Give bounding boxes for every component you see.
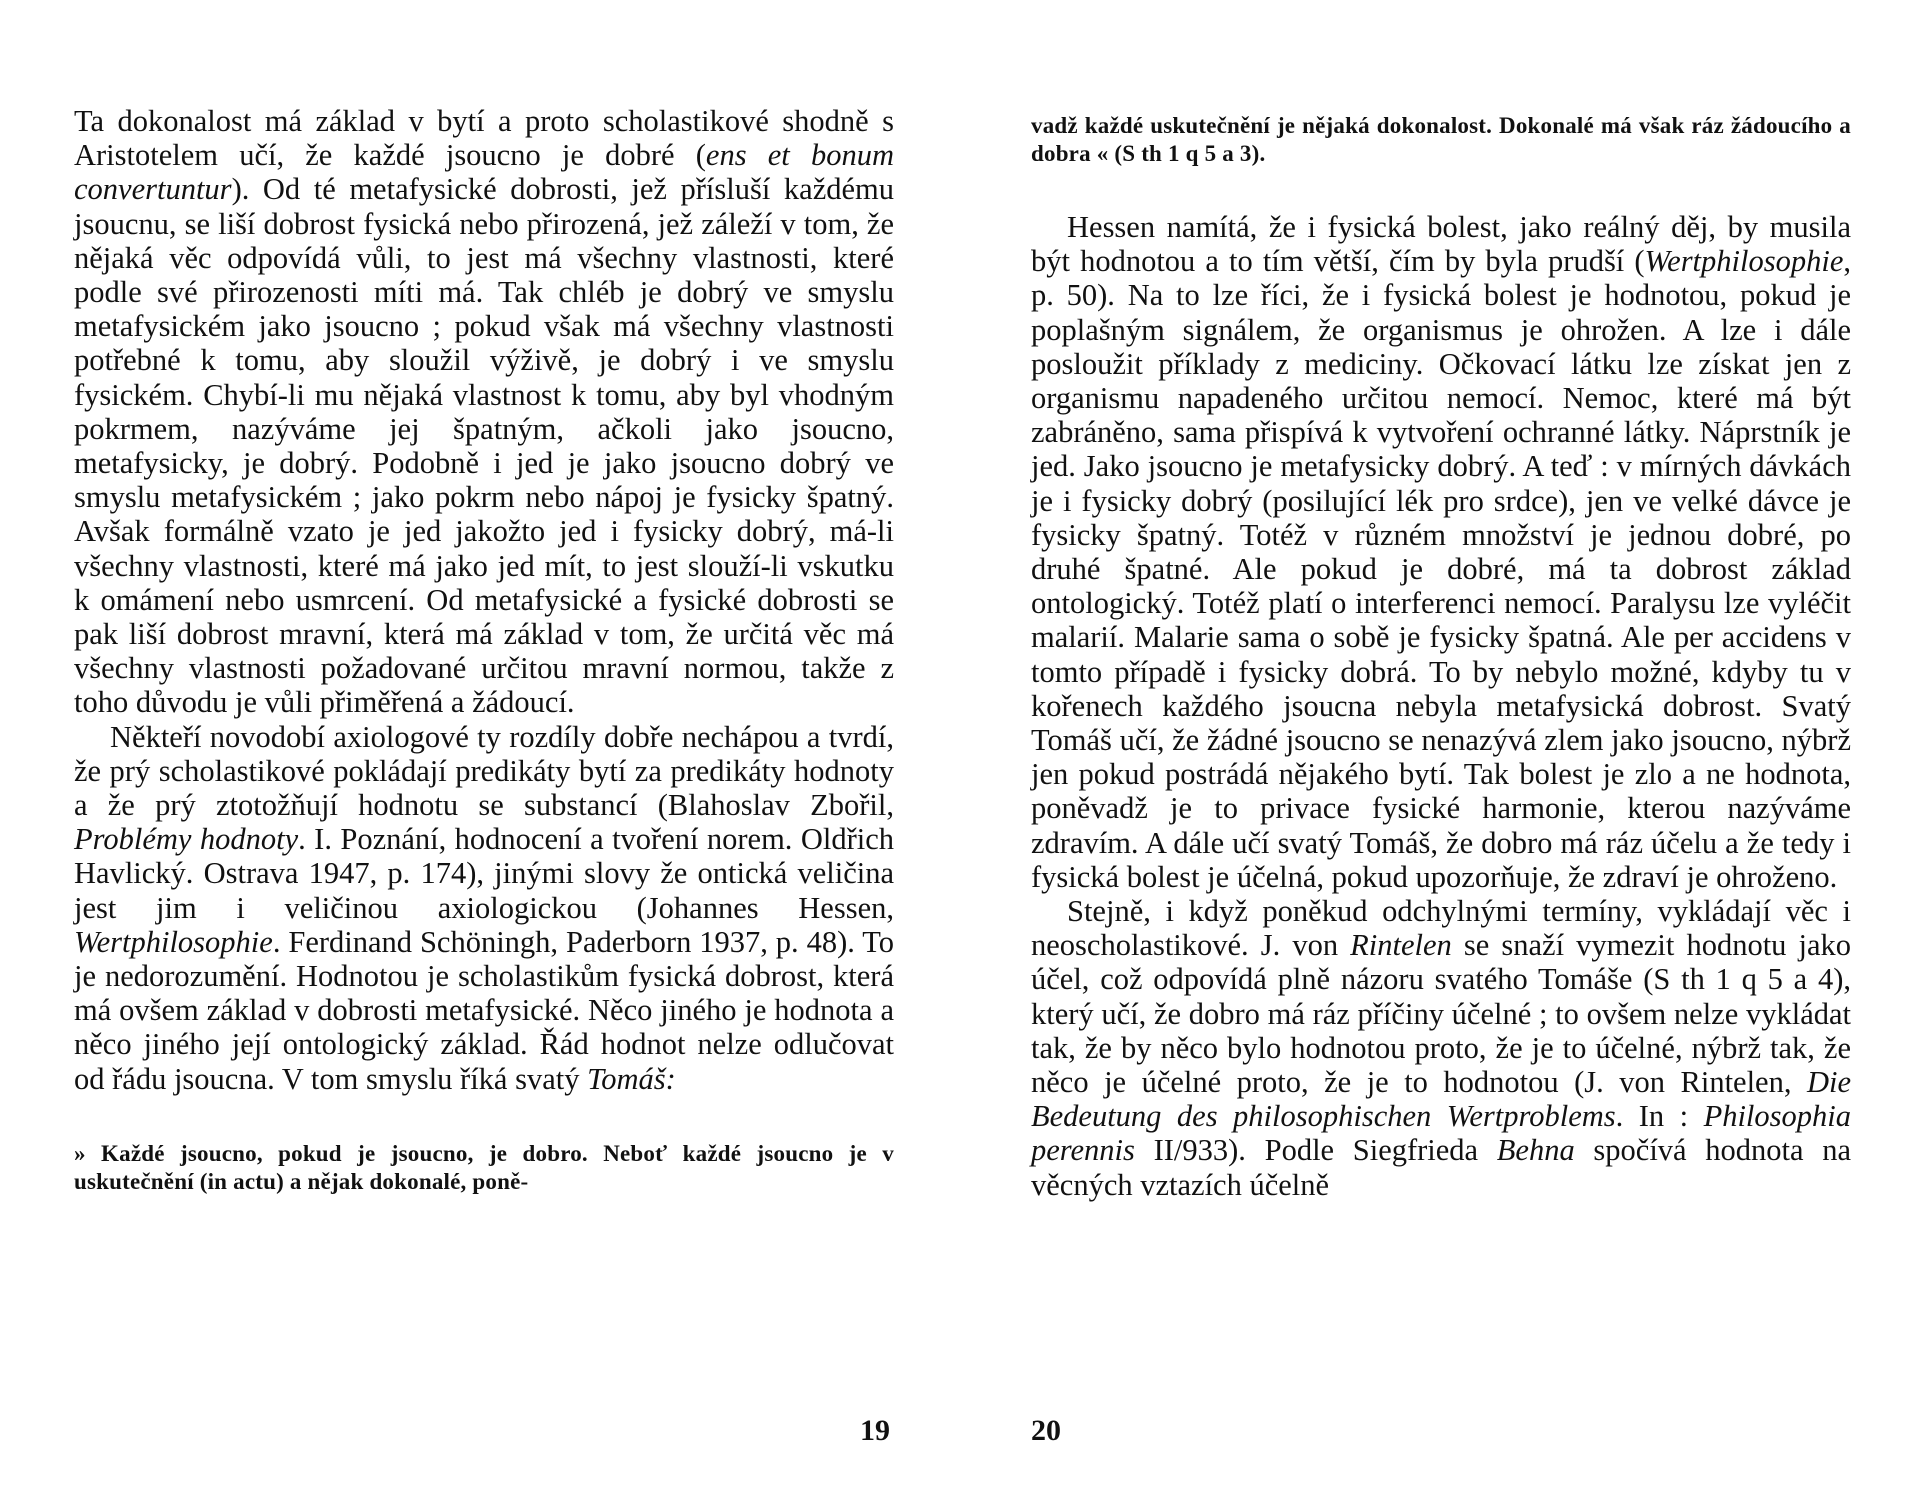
right-page-number: 20 (1031, 1414, 1061, 1447)
left-spacer (74, 1096, 894, 1140)
right-p2-text-c: . In : (1615, 1099, 1704, 1134)
right-block-quote-continuation: vadž každé uskutečnění je nějaká dokonalost. Dokonalé má však ráz žádoucího a dobra « (S th 1 q 5 a 3). (1031, 113, 1851, 166)
right-p2-text-d: II/933). Podle Siegfrieda (1134, 1133, 1497, 1168)
right-p1-italic-title: Wertphilosophie (1644, 244, 1844, 279)
left-paragraph-2 (74, 720, 894, 1096)
left-p1-italic-latin: ens et bonum convertuntur (74, 138, 895, 207)
left-p2-italic-title-2: Wertphilosophie (74, 924, 273, 959)
right-page (959, 0, 1918, 1500)
right-spacer (1031, 168, 1851, 210)
right-p2-text-b: se snaží vymezit hodnotu jako účel, což odpovídá plně názoru svatého Tomáše (S th 1 q 5 a 4), který učí, že dobro má ráz příčiny účelné ; to ovšem nelze vykládat tak, že by něco bylo hodnotou proto, že je to účelné, nýbrž tak, že něco je účelné proto, že je to hodnotou (J. von Rintelen, (1031, 928, 1851, 1100)
left-block-quote: » Každé jsoucno, pokud je jsoucno, je dobro. Neboť každé jsoucno je v uskutečnění (in actu) a nějak dokonalé, poně- (74, 1140, 894, 1194)
left-p1-text-b: ). Od té metafysické dobrosti, jež přísluší každému jsoucnu, se liší dobrost fysická nebo přirozená, jež záleží v tom, že nějaká věc odpovídá vůli, to jest má všechny vlastnosti, které podle své přirozenosti míti má. Tak chléb je dobrý ve smyslu metafysickém jako jsoucno ; pokud však má všechny vlastnosti potřebné k tomu, aby sloužil výživě, je dobrý i ve smyslu fysickém. Chybí-li mu nějaká vlastnost k tomu, aby byl vhodným pokrmem, nazýváme jej špatným, ačkoli jako jsoucno, metafysicky, je dobrý. Podobně i jed je jako jsoucno dobrý ve smyslu metafysickém ; jako pokrm nebo nápoj je fysicky špatný. Avšak formálně vzato je jed jakožto jed i fysicky dobrý, má-li všechny vlastnosti, které má jako jed mít, to jest slouží-li vskutku k omámení nebo usmrcení. Od metafysické a fysické dobrosti se pak liší dobrost mravní, která má základ v tom, že určitá věc má všechny vlastnosti požadované určitou mravní normou, takže z toho důvodu je vůli přiměřená a žádoucí. (74, 172, 894, 720)
left-p2-italic-title-1: Problémy hodnoty (74, 822, 299, 857)
right-p2-text-a: Stejně, i když poněkud odchylnými termíny, vykládají věc i neoscholastikové. J. von (1031, 894, 1851, 963)
right-p2-italic-rintelen: Rintelen (1350, 928, 1452, 963)
left-p2-italic-name: Tomáš: (587, 1061, 676, 1096)
left-text-column (74, 104, 894, 1196)
right-p1-text-b: , p. 50). Na to lze říci, že i fysická bolest je hodnotou, pokud je poplašným signálem, že organismus je ohrožen. A lze i dále posloužit příklady z mediciny. Očkovací látku lze získat jen z organismu napadeného určitou nemocí. Nemoc, které má být zabráněno, sama přispívá k vytvoření ochranné látky. Náprstník je jed. Jako jsoucno je metafysicky dobrý. A teď : v mírných dávkách je i fysicky dobrý (posilující lék pro srdce), jen ve velké dávce je fysicky špatný. Totéž v různém množství je jednou dobré, po druhé špatné. Ale pokud je dobré, má ta dobrost základ ontologický. Totéž platí o interferenci nemocí. Paralysu lze vyléčit malarií. Malarie sama o sobě je fysicky špatná. Ale per accidens v tomto případě i fysicky dobrá. To by nebylo možné, kdyby tu v kořenech každého jsoucna nebyla metafysická dobrost. Svatý Tomáš učí, že žádné jsoucno se nenazývá zlem jako jsoucno, nýbrž jen pokud postrádá nějakého bytí. Tak bolest je zlo a ne hodnota, poněvadž je to privace fysické harmonie, kterou nazýváme zdravím. A dále učí svatý Tomáš, že dobro má ráz účelu a že tedy i fysická bolest je účelná, pokud upozorňuje, že zdraví je ohroženo. (1031, 244, 1851, 894)
right-paragraph-1 (1031, 210, 1851, 894)
right-p1-text-a: Hessen namítá, že i fysická bolest, jako reálný děj, by musila být hodnotou a to tím větší, čím by byla prudší ( (1031, 210, 1851, 279)
right-text-column (1031, 112, 1851, 1202)
left-p2-text-c: . Ferdinand Schöningh, Paderborn 1937, p. 48). To je nedorozumění. Hodnotou je scholastikům fysická dobrost, která má ovšem základ v dobrosti metafysické. Něco jiného je hodnota a něco jiného její ontologický základ. Řád hodnot nelze odlučovat od řádu jsoucna. V tom smyslu říká svatý (74, 924, 894, 1096)
left-page-number: 19 (860, 1414, 890, 1447)
right-paragraph-2 (1031, 894, 1851, 1202)
right-p2-italic-title-2: Philosophia perennis (1031, 1099, 1851, 1168)
left-p1-text-a: Ta dokonalost má základ v bytí a proto scholastikové shodně s Aristotelem učí, že každé jsoucno je dobré ( (74, 104, 894, 173)
left-paragraph-1 (74, 104, 894, 720)
left-p2-text-b: . I. Poznání, hodnocení a tvoření norem. Oldřich Havlický. Ostrava 1947, p. 174), jinými slovy že ontická veličina jest jim i veličinou axiologickou (Johannes Hessen, (74, 822, 894, 925)
right-p2-italic-behna: Behna (1496, 1133, 1575, 1168)
left-p2-text-a: Někteří novodobí axiologové ty rozdíly dobře nechápou a tvrdí, že prý scholastikové pokládají predikáty bytí za predikáty hodnoty a že prý ztotožňují hodnotu se substancí (Blahoslav Zbořil, (74, 719, 894, 823)
right-p2-italic-title-1: Die Bedeutung des philosophischen Wertproblems (1031, 1065, 1851, 1134)
right-p2-text-e: spočívá hodnota na věcných vztazích účelně (1031, 1133, 1851, 1202)
